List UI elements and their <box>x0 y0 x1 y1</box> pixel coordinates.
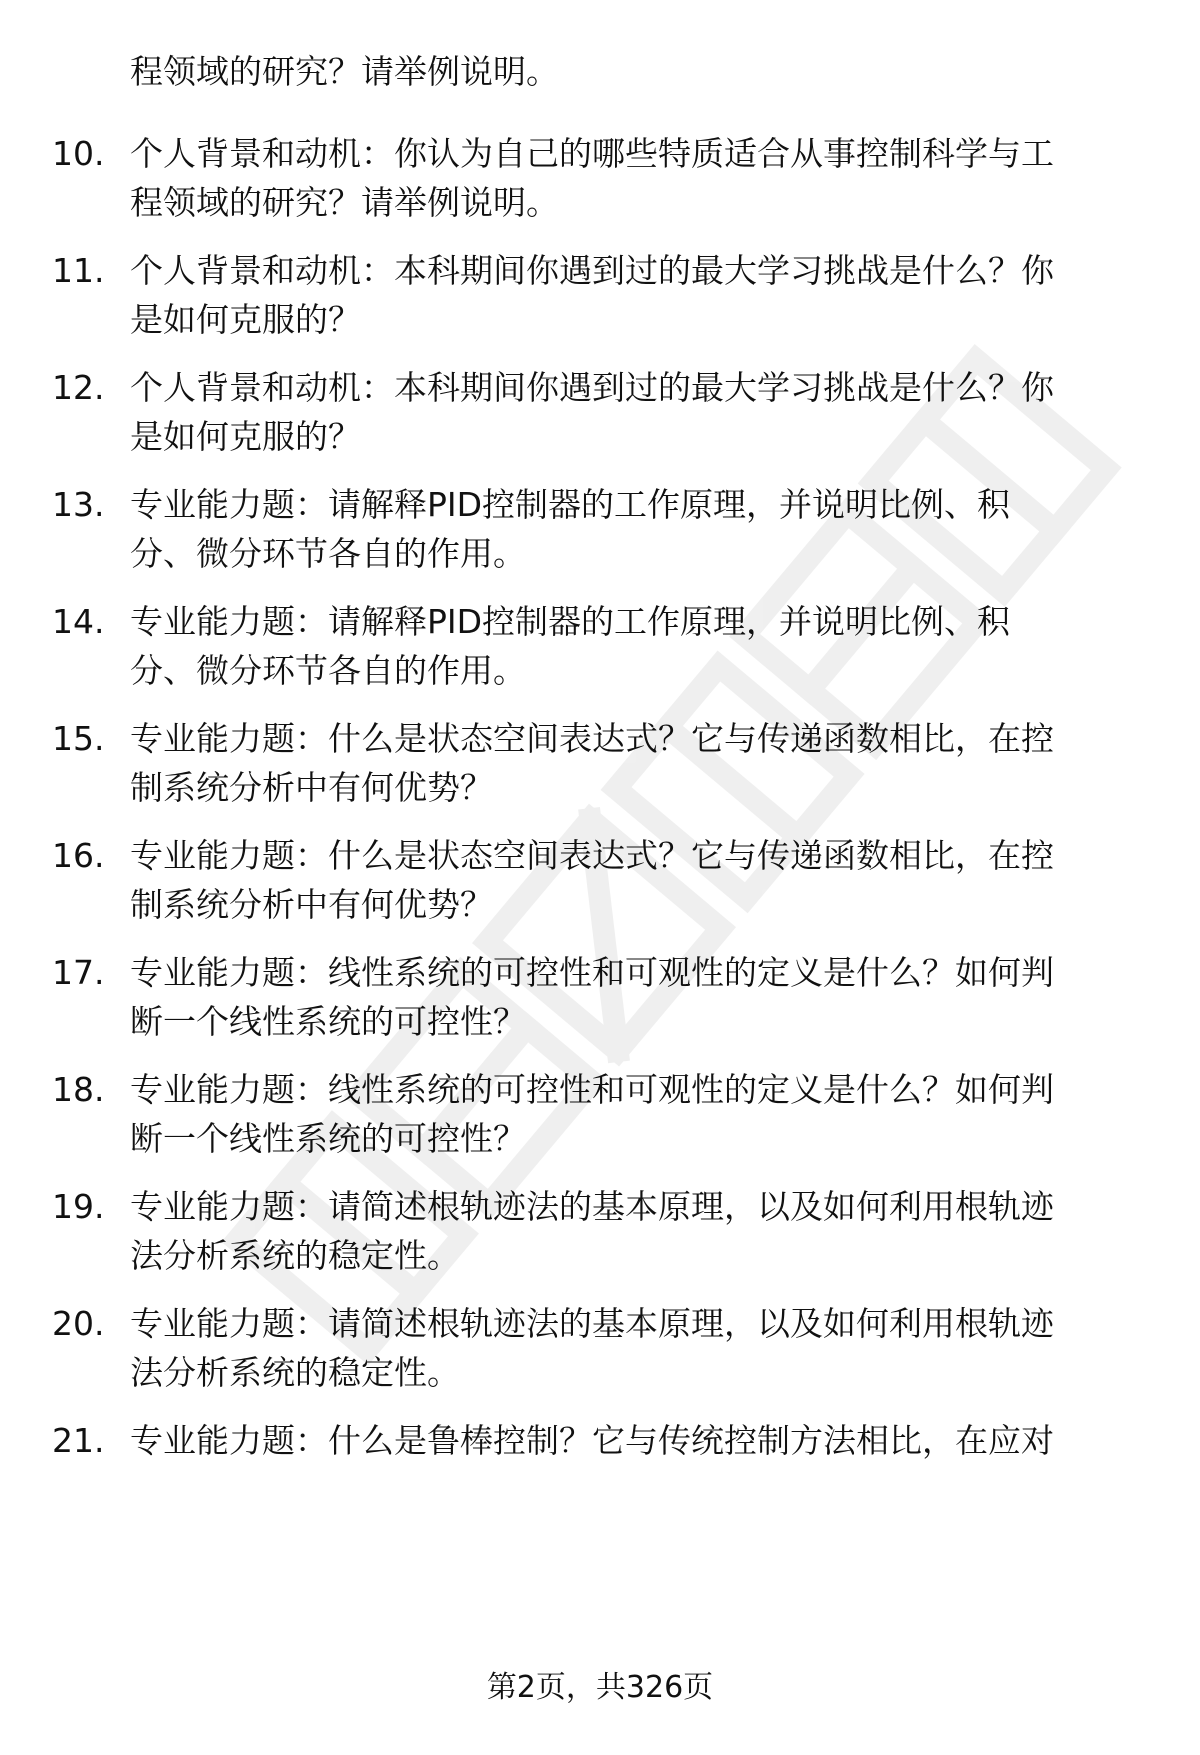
item-text-line: 是如何克服的？ <box>130 417 361 456</box>
item-text-line: 程领域的研究？请举例说明。 <box>130 52 559 91</box>
item-text-line: 个人背景和动机：你认为自己的哪些特质适合从事控制科学与工 <box>130 134 1054 173</box>
item-number: 16. <box>52 836 105 875</box>
item-text-line: 专业能力题：线性系统的可控性和可观性的定义是什么？如何判 <box>130 953 1054 992</box>
item-number: 17. <box>52 953 105 992</box>
item-number: 19. <box>52 1187 105 1226</box>
item-text-line: 专业能力题：什么是状态空间表达式？它与传递函数相比，在控 <box>130 719 1054 758</box>
item-number: 10. <box>52 134 105 173</box>
item-number: 12. <box>52 368 105 407</box>
item-text-line: 法分析系统的稳定性。 <box>130 1236 460 1275</box>
item-text-line: 专业能力题：什么是状态空间表达式？它与传递函数相比，在控 <box>130 836 1054 875</box>
item-text-line: 制系统分析中有何优势？ <box>130 768 493 807</box>
page-footer: 第2页，共326页 <box>486 1670 714 1705</box>
item-text-line: 个人背景和动机：本科期间你遇到过的最大学习挑战是什么？你 <box>130 368 1054 407</box>
item-text-line: 分、微分环节各自的作用。 <box>130 651 526 690</box>
item-number: 15. <box>52 719 105 758</box>
item-text-line: 断一个线性系统的可控性？ <box>130 1002 526 1041</box>
item-number: 11. <box>52 251 105 290</box>
item-number: 14. <box>52 602 105 641</box>
item-number: 13. <box>52 485 105 524</box>
item-text-line: 是如何克服的？ <box>130 300 361 339</box>
item-number: 21. <box>52 1421 105 1460</box>
item-number: 18. <box>52 1070 105 1109</box>
item-text-line: 专业能力题：请解释PID控制器的工作原理，并说明比例、积 <box>130 485 1011 524</box>
item-text-line: 断一个线性系统的可控性？ <box>130 1119 526 1158</box>
item-text-line: 个人背景和动机：本科期间你遇到过的最大学习挑战是什么？你 <box>130 251 1054 290</box>
item-text-line: 法分析系统的稳定性。 <box>130 1353 460 1392</box>
item-text-line: 分、微分环节各自的作用。 <box>130 534 526 573</box>
item-text-line: 专业能力题：什么是鲁棒控制？它与传统控制方法相比，在应对 <box>130 1421 1054 1460</box>
item-text-line: 专业能力题：请简述根轨迹法的基本原理，以及如何利用根轨迹 <box>130 1187 1054 1226</box>
item-text-line: 专业能力题：请简述根轨迹法的基本原理，以及如何利用根轨迹 <box>130 1304 1054 1343</box>
item-text-line: 专业能力题：线性系统的可控性和可观性的定义是什么？如何判 <box>130 1070 1054 1109</box>
item-text-line: 制系统分析中有何优势？ <box>130 885 493 924</box>
item-number: 20. <box>52 1304 105 1343</box>
item-text-line: 专业能力题：请解释PID控制器的工作原理，并说明比例、积 <box>130 602 1011 641</box>
item-text-line: 程领域的研究？请举例说明。 <box>130 183 559 222</box>
